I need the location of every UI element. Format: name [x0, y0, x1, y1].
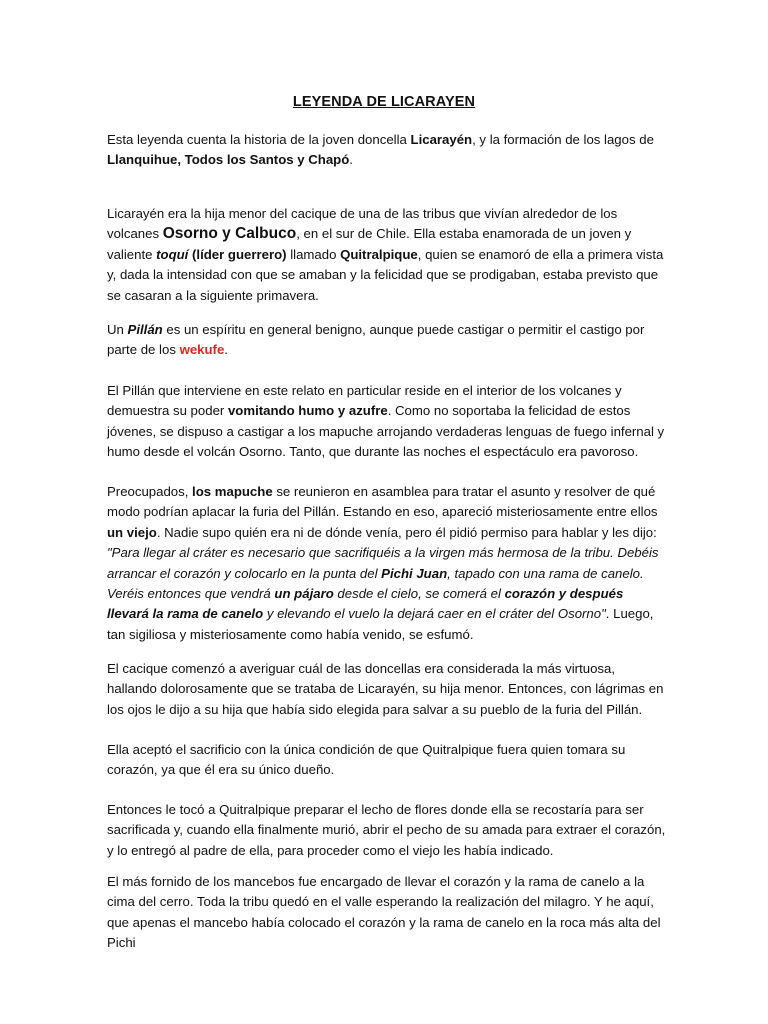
- paragraph-asamblea: [107, 482, 667, 645]
- p5-corazon: corazón y después llevará la rama de canelo: [107, 586, 624, 622]
- paragraph-pillan: [107, 320, 667, 361]
- p3-text-2: es un espíritu en general benigno, aunque puede castigar o permitir el castigo por parte de los: [107, 322, 645, 358]
- p1-text-1: Esta leyenda cuenta la historia de la joven doncella: [107, 132, 411, 147]
- paragraph-intro: [107, 130, 667, 171]
- p5-quote-1: "Para llegar al cráter es necesario que sacrifiquéis a la virgen más hermosa de la tribu. Debéis arrancar el corazón y colocarlo en la punta del: [107, 545, 659, 581]
- p3-text-1: Un: [107, 322, 128, 337]
- paragraph-volcano: [107, 381, 667, 463]
- p7-text: Ella aceptó el sacrificio con la única condición de que Quitralpique fuera quien tomara su corazón, ya que él era su único dueño.: [107, 742, 626, 778]
- p4-text-2: . Como no soportaba la felicidad de estos jóvenes, se dispuso a castigar a los mapuche arrojando verdaderas lenguas de fuego infernal y humo desde el volcán Osorno. Tanto, que durante las noches el espectáculo era pavoroso.: [107, 403, 665, 460]
- p2-text-4: , quien se enamoró de ella a primera vista y, dada la intensidad con que se amaban y la felicidad que se prodigaban, estaba previsto que se casaran a la siguiente primavera.: [107, 246, 664, 303]
- p3-pillan: Pillán: [127, 322, 163, 337]
- p3-text-3: .: [224, 342, 228, 358]
- p5-text-3: . Nadie supo quién era ni de dónde venía, pero él pidió permiso para hablar y les dijo:: [156, 524, 657, 540]
- p5-bold-viejo: un viejo: [107, 524, 157, 540]
- paragraph-sacrificio: [107, 740, 667, 781]
- p9-text: El más fornido de los mancebos fue encargado de llevar el corazón y la rama de canelo a la cima del cerro. Toda la tribu quedó en el valle esperando la realización del milagro. Y he aquí, que apenas el mancebo había colocado el corazón y la rama de canelo en la roca más alta del Pichi: [107, 874, 661, 951]
- p8-text: Entonces le tocó a Quitralpique preparar el lecho de flores donde ella se recostaría para ser sacrificada y, cuando ella finalmente murió, abrir el pecho de su amada para extraer el corazón, y lo entregó al padre de ella, para proceder como el viejo les había indicado.: [107, 802, 666, 858]
- p6-text: El cacique comenzó a averiguar cuál de las doncellas era considerada la más virtuosa, hallando dolorosamente que se trataba de Licarayén, su hija menor. Entonces, con lágrimas en los ojos le dijo a su hija que había sido elegida para salvar a su pueblo de la furia del Pillán.: [107, 661, 664, 717]
- p5-quote-4: y elevando el vuelo la dejará caer en el cráter del Osorno": [263, 606, 606, 622]
- paragraph-quitralpique: [107, 800, 667, 861]
- paragraph-cacique: [107, 659, 667, 720]
- p1-text-3: .: [349, 152, 353, 168]
- p5-text-1: Preocupados,: [107, 484, 193, 499]
- p1-text-2: , y la formación de los lagos de: [472, 132, 654, 147]
- p2-lider-guerrero: (líder guerrero): [188, 246, 287, 262]
- p2-toqui: toquí: [156, 246, 189, 262]
- p1-bold-lakes: Llanquihue, Todos los Santos y Chapó: [107, 152, 350, 168]
- p3-wekufe-link: wekufe: [179, 342, 225, 358]
- p4-text-1: El Pillán que interviene en este relato en particular reside en el interior de los volcanes y demuestra su poder: [107, 383, 622, 419]
- p5-pajaro: un pájaro: [274, 586, 334, 602]
- p2-text-1: Licarayén era la hija menor del cacique de una de las tribus que vivían alrededor de los volcanes: [107, 206, 618, 242]
- p2-text-2: , en el sur de Chile. Ella estaba enamorada de un joven y valiente: [107, 226, 632, 262]
- p2-text-3: llamado: [286, 246, 341, 262]
- p5-pichi-juan: Pichi Juan: [381, 565, 448, 581]
- p2-volcanoes: Osorno y Calbuco: [162, 225, 297, 243]
- p1-bold-licarayen: Licarayén: [410, 132, 473, 147]
- p4-bold-humo: vomitando humo y azufre: [227, 403, 388, 419]
- p5-bold-mapuche: los mapuche: [192, 484, 273, 499]
- document-title: LEYENDA DE LICARAYEN: [292, 94, 476, 110]
- paragraph-mancebo: [107, 872, 667, 954]
- p5-text-4: . Luego, tan sigiliosa y misteriosamente como había venido, se esfumó.: [107, 606, 654, 642]
- paragraph-licarayen: [107, 204, 667, 306]
- p5-quote-2: , tapado con una rama de canelo. Veréis entonces que vendrá: [107, 565, 644, 602]
- p5-text-2: se reunieron en asamblea para tratar el asunto y resolver de qué modo podrían aplacar la furia del Pillán. Estando en eso, apareció misteriosamente entre ellos: [107, 484, 658, 520]
- p2-quitralpique: Quitralpique: [340, 246, 418, 262]
- p5-quote-3: desde el cielo, se comerá el: [333, 586, 505, 602]
